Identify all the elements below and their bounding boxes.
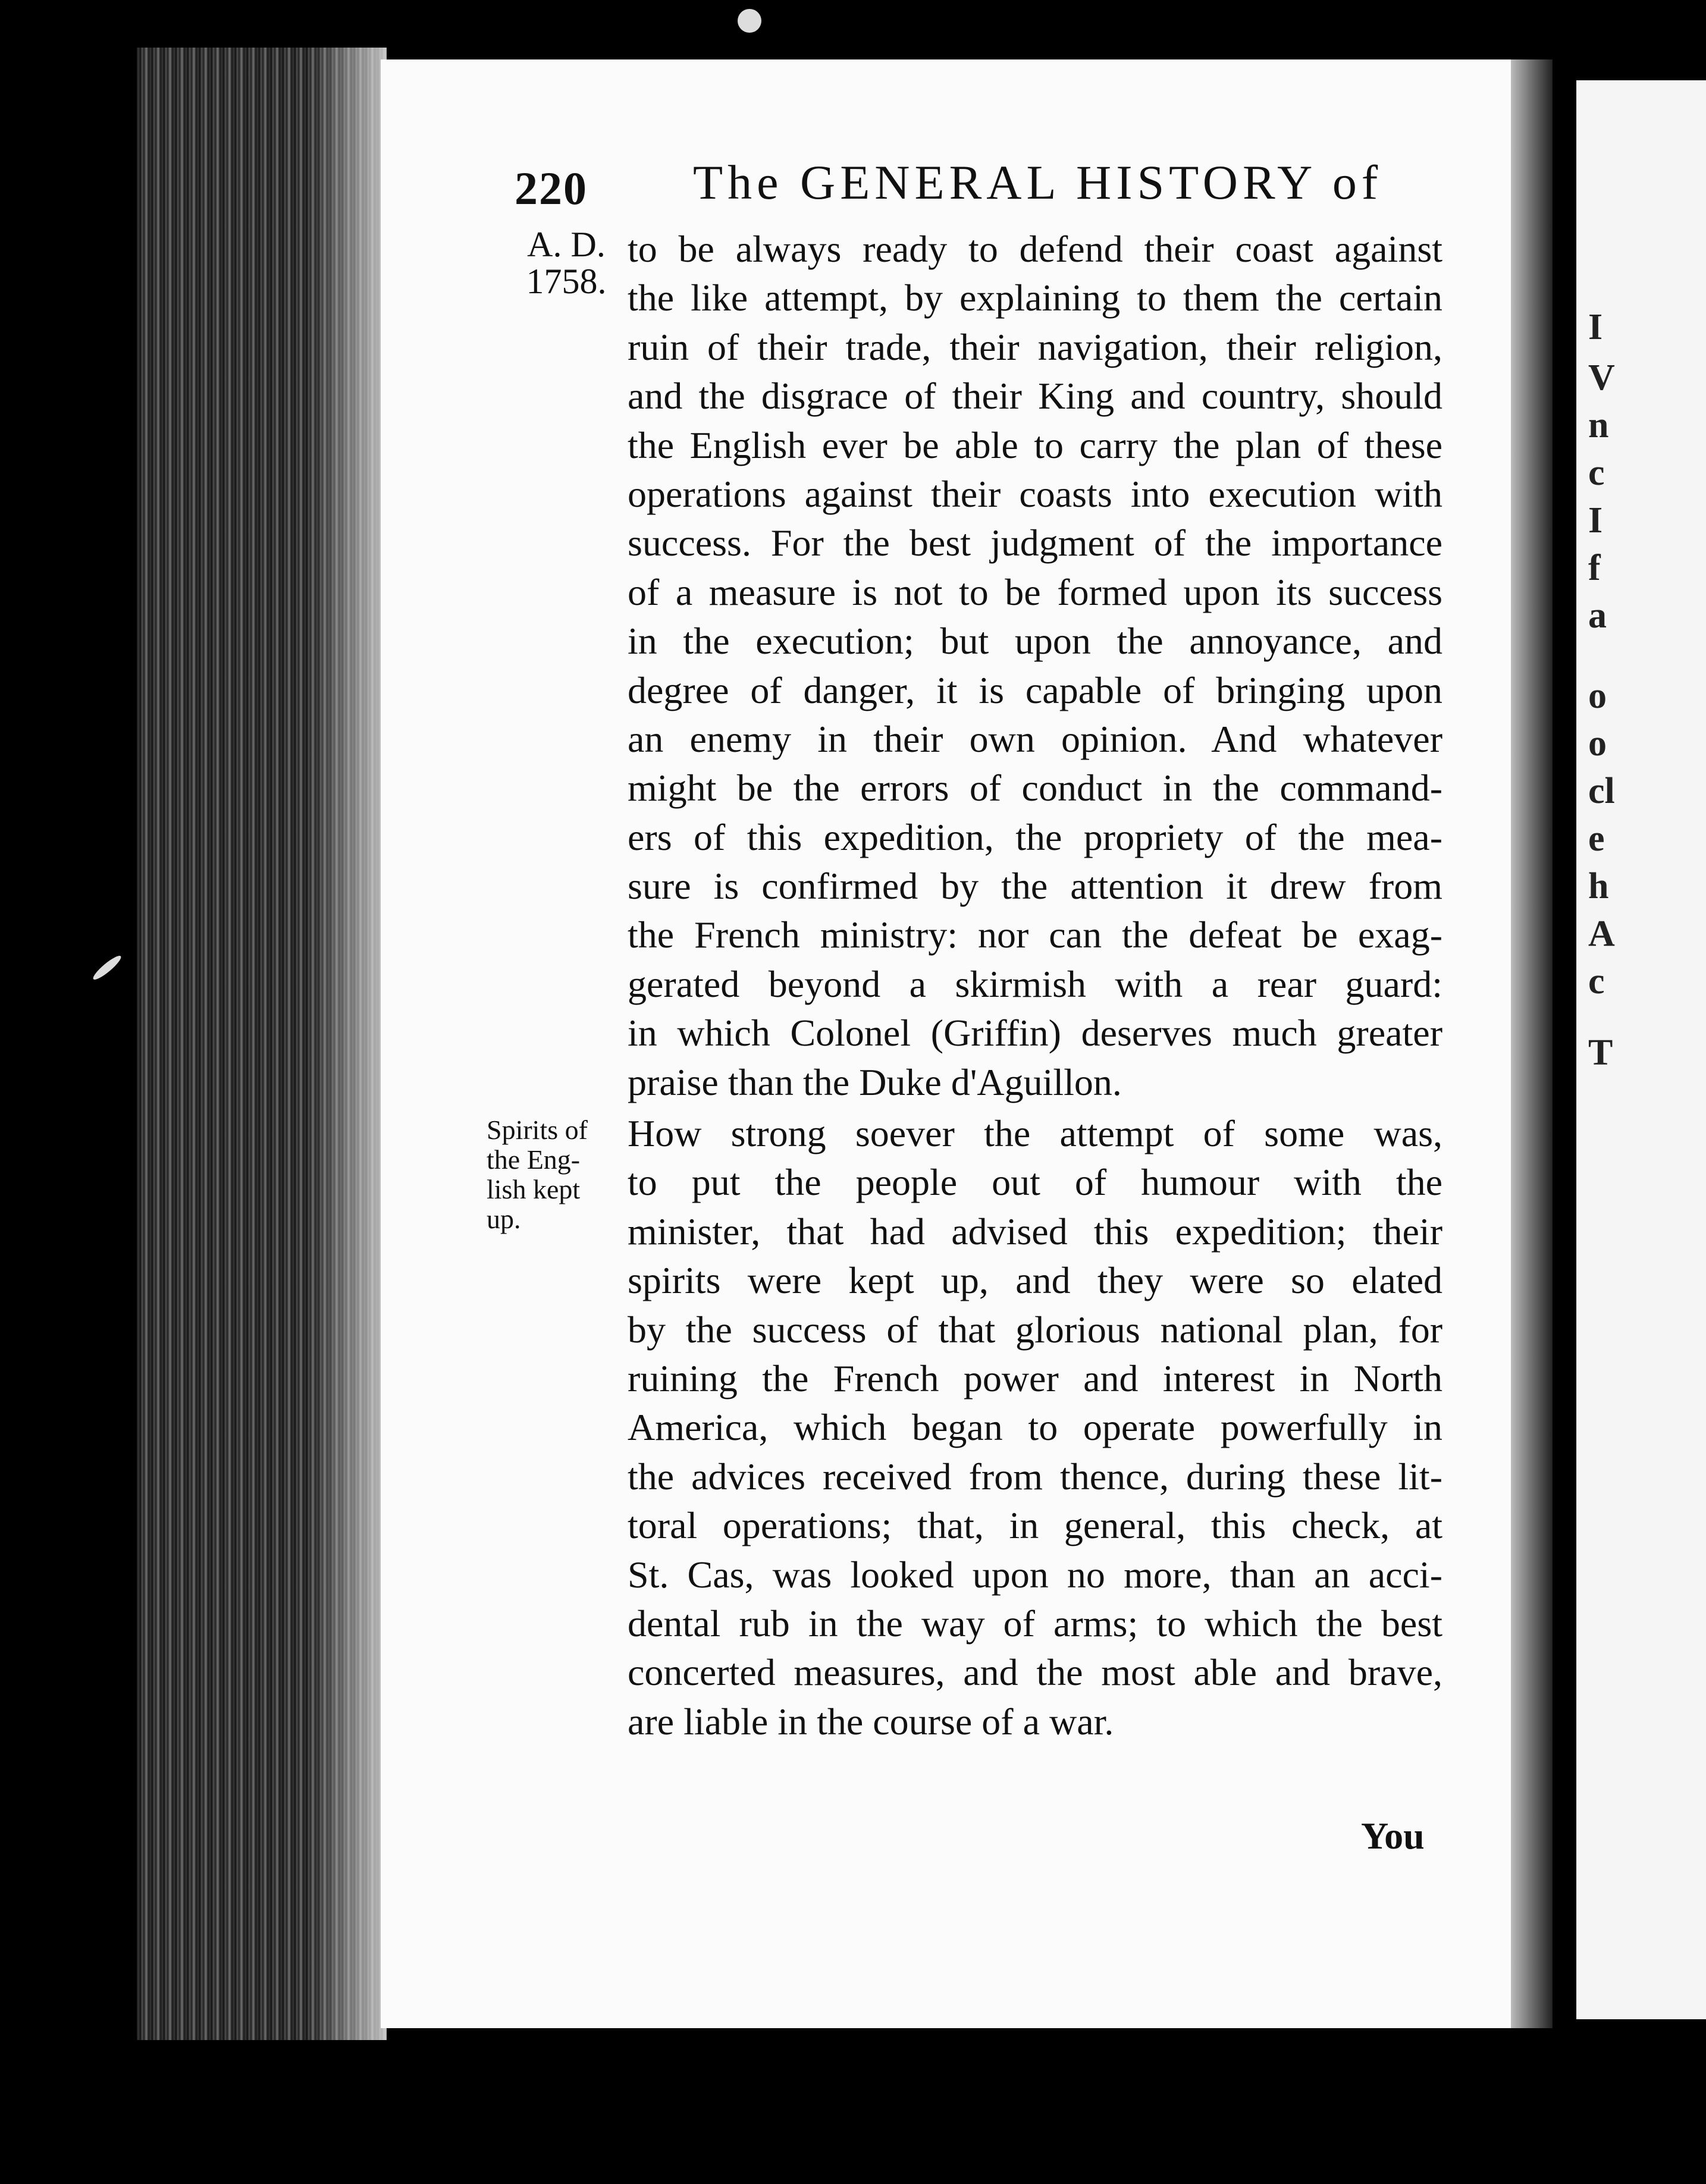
text-line: minister, that had advised this expedition; their xyxy=(628,1210,1442,1253)
side-note-line: the Eng- xyxy=(487,1144,581,1175)
text-line: gerated beyond a skirmish with a rear guard: xyxy=(628,962,1442,1005)
margin-date-line: 1758. xyxy=(526,262,607,301)
text-line: spirits were kept up, and they were so elated xyxy=(628,1259,1442,1302)
text-line: the English ever be able to carry the plan of these xyxy=(628,423,1442,466)
page-header xyxy=(515,155,1407,220)
next-page-fragment: c xyxy=(1588,453,1605,493)
text-line: in which Colonel (Griffin) deserves much greater xyxy=(628,1012,1442,1055)
margin-date xyxy=(519,226,614,300)
text-line: success. For the best judgment of the importance xyxy=(628,522,1442,564)
next-page-fragment: V xyxy=(1588,357,1615,398)
text-line: degree of danger, it is capable of bringing upon xyxy=(628,669,1442,711)
next-page-fragment: c xyxy=(1588,961,1605,1002)
text-line: the French ministry: nor can the defeat be exag- xyxy=(628,914,1442,956)
text-line: America, which began to operate powerfully in xyxy=(628,1406,1442,1449)
page-gutter-shadow xyxy=(1511,59,1553,2028)
next-page-fragment: o xyxy=(1588,723,1607,764)
text-line: ers of this expedition, the propriety of the mea- xyxy=(628,815,1442,858)
next-page-fragment: n xyxy=(1588,405,1609,445)
book-edge-shade xyxy=(309,48,387,2040)
text-line: the advices received from thence, during these lit- xyxy=(628,1455,1442,1498)
margin-side-note xyxy=(487,1115,617,1234)
catchword: You xyxy=(1361,1815,1425,1857)
text-line: in the execution; but upon the annoyance, and xyxy=(628,620,1442,663)
text-line: sure is confirmed by the attention it drew from xyxy=(628,865,1442,908)
text-line: to be always ready to defend their coast against xyxy=(628,228,1442,270)
next-page-fragment: A xyxy=(1588,914,1615,954)
paragraph-2 xyxy=(628,1109,1442,1746)
next-page-fragment: I xyxy=(1588,500,1603,541)
text-line: How strong soever the attempt of some was, xyxy=(628,1112,1442,1154)
next-page-fragment: h xyxy=(1588,866,1609,906)
running-title: The GENERAL HISTORY of xyxy=(693,155,1383,209)
text-line: ruin of their trade, their navigation, their religion, xyxy=(628,325,1442,368)
page-number: 220 xyxy=(515,162,588,214)
text-line: concerted measures, and the most able and brave, xyxy=(628,1651,1442,1694)
text-line: are liable in the course of a war. xyxy=(628,1700,1114,1743)
margin-date-line: A. D. xyxy=(527,225,606,264)
side-note-line: lish kept xyxy=(487,1174,581,1204)
right-page-partial xyxy=(1576,80,1706,2019)
text-line: the like attempt, by explaining to them the certain xyxy=(628,277,1442,319)
dust-speck xyxy=(738,9,761,33)
dust-speck xyxy=(91,953,124,982)
text-line: might be the errors of conduct in the command- xyxy=(628,767,1442,809)
side-note-line: Spirits of xyxy=(487,1115,588,1145)
next-page-fragment: I xyxy=(1588,307,1603,347)
next-page-fragment: a xyxy=(1588,595,1607,636)
text-line: and the disgrace of their King and country, should xyxy=(628,375,1442,418)
next-page-fragment: e xyxy=(1588,818,1605,859)
next-page-fragment: T xyxy=(1588,1033,1613,1073)
text-line: St. Cas, was looked upon no more, than an acci- xyxy=(628,1553,1442,1596)
text-line: an enemy in their own opinion. And whatever xyxy=(628,717,1442,760)
text-line: toral operations; that, in general, this check, at xyxy=(628,1504,1442,1547)
next-page-fragment: o xyxy=(1588,676,1607,716)
side-note-line: up. xyxy=(487,1204,521,1234)
text-line: ruining the French power and interest in North xyxy=(628,1357,1442,1399)
text-line: operations against their coasts into execution with xyxy=(628,472,1442,515)
text-line: by the success of that glorious national plan, for xyxy=(628,1308,1442,1351)
text-line: of a measure is not to be formed upon its success xyxy=(628,570,1442,613)
text-line: praise than the Duke d'Aguillon. xyxy=(628,1060,1122,1103)
paragraph-1 xyxy=(628,225,1442,1107)
next-page-fragment: cl xyxy=(1588,771,1615,811)
text-line: to put the people out of humour with the xyxy=(628,1161,1442,1204)
text-line: dental rub in the way of arms; to which the best xyxy=(628,1602,1442,1645)
next-page-fragment: f xyxy=(1588,548,1601,588)
